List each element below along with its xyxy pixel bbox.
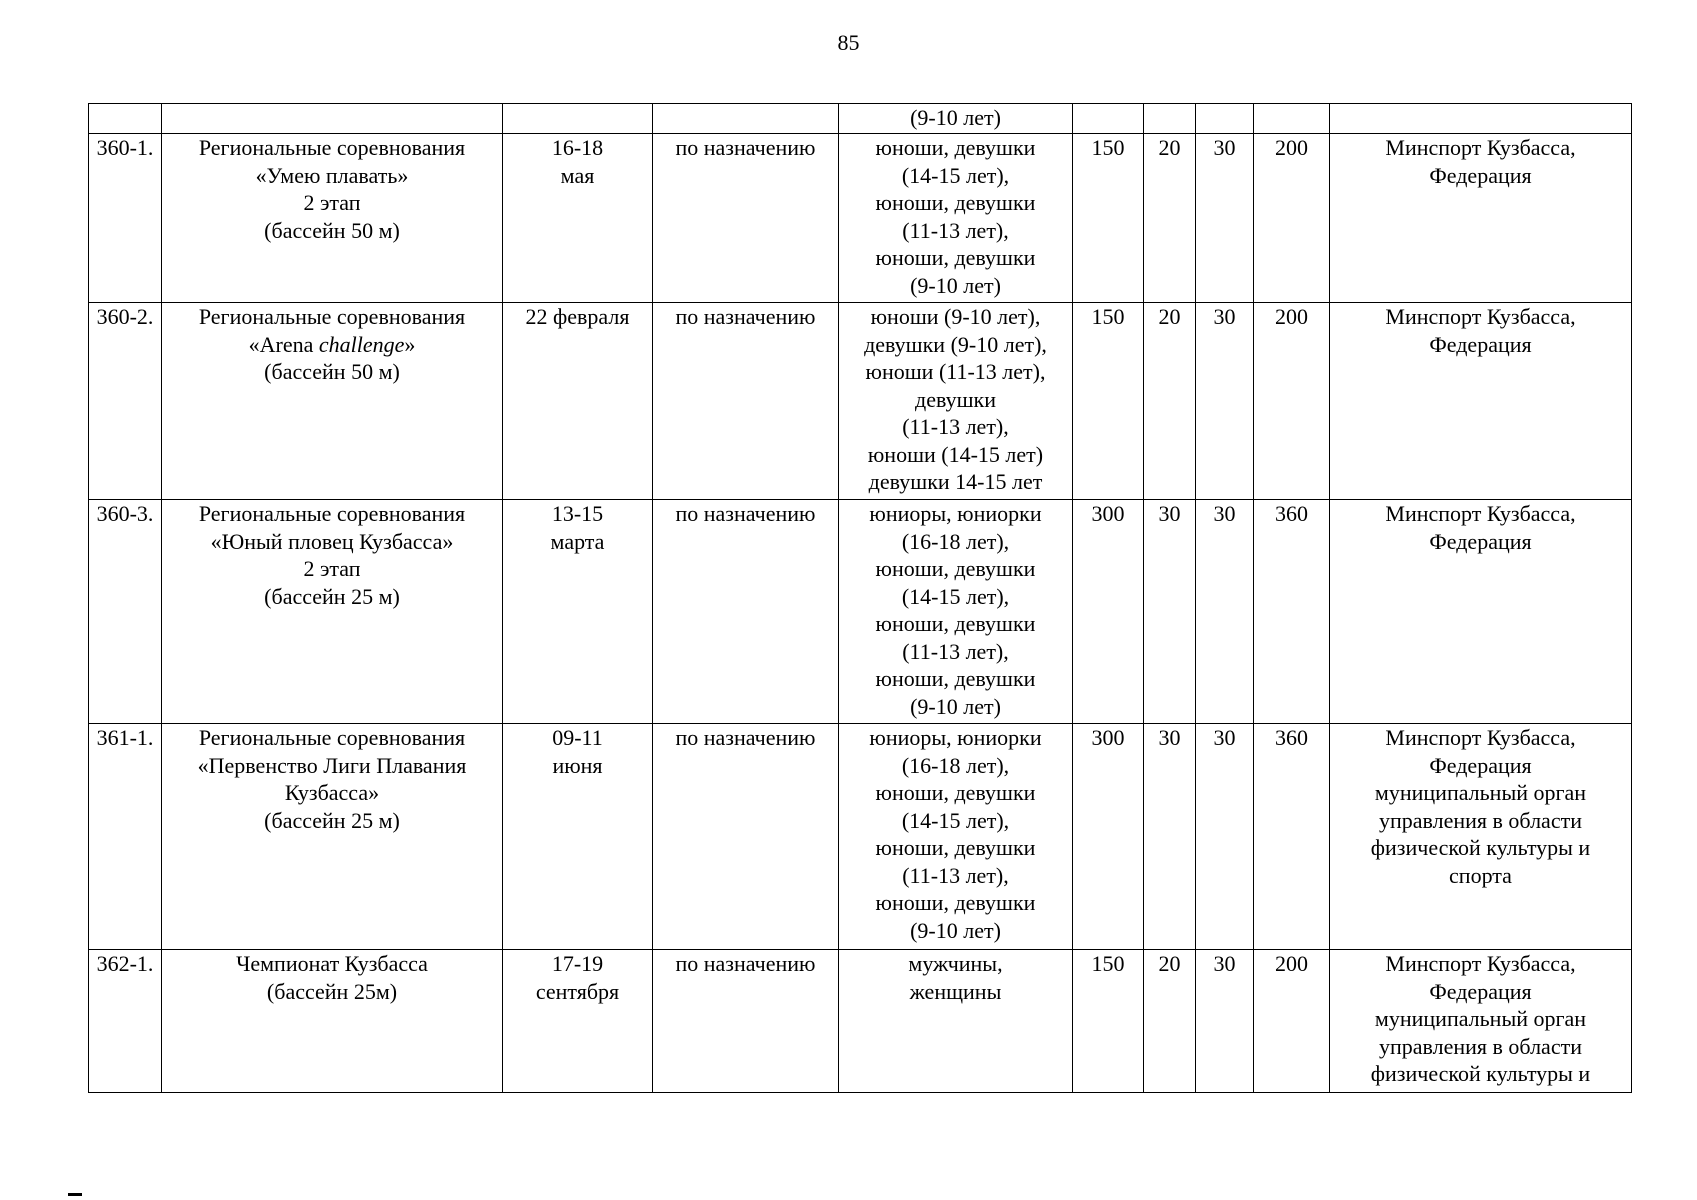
total-count: 200 bbox=[1254, 134, 1330, 303]
event-number: 360-1. bbox=[89, 134, 162, 303]
event-name-title-italic: challenge bbox=[318, 331, 405, 357]
event-name bbox=[162, 303, 503, 500]
event-venue: по назначению bbox=[653, 134, 839, 303]
total-count: 200 bbox=[1254, 950, 1330, 1093]
event-number: 360-2. bbox=[89, 303, 162, 500]
total-count: 360 bbox=[1254, 500, 1330, 724]
staff-count: 30 bbox=[1196, 134, 1254, 303]
event-participants: юниоры, юниорки (16-18 лет), юноши, девушки (14-15 лет), юноши, девушки (11-13 лет), юноши, девушки (9-10 лет) bbox=[839, 500, 1073, 724]
competition-schedule-table bbox=[88, 103, 1632, 1093]
event-venue: по назначению bbox=[653, 500, 839, 724]
judges-count: 30 bbox=[1144, 724, 1196, 950]
event-name: Чемпионат Кузбасса (бассейн 25м) bbox=[162, 950, 503, 1093]
event-organizer: Минспорт Кузбасса, Федерация муниципальный орган управления в области физической культуры и bbox=[1330, 950, 1632, 1093]
event-dates: 22 февраля bbox=[503, 303, 653, 500]
event-name: Региональные соревнования «Умею плавать» 2 этап (бассейн 50 м) bbox=[162, 134, 503, 303]
event-organizer: Минспорт Кузбасса, Федерация bbox=[1330, 134, 1632, 303]
event-number: 360-3. bbox=[89, 500, 162, 724]
judges-count: 20 bbox=[1144, 950, 1196, 1093]
table-row-continuation bbox=[89, 104, 1632, 134]
event-name-title: «Arena bbox=[248, 331, 319, 357]
event-number: 362-1. bbox=[89, 950, 162, 1093]
event-number: 361-1. bbox=[89, 724, 162, 950]
event-name: Региональные соревнования «Юный пловец Кузбасса» 2 этап (бассейн 25 м) bbox=[162, 500, 503, 724]
participants-count: 150 bbox=[1073, 303, 1144, 500]
event-participants: юноши, девушки (14-15 лет), юноши, девушки (11-13 лет), юноши, девушки (9-10 лет) bbox=[839, 134, 1073, 303]
participants-count: 150 bbox=[1073, 134, 1144, 303]
total-count: 360 bbox=[1254, 724, 1330, 950]
table-row bbox=[89, 303, 1632, 500]
event-organizer: Минспорт Кузбасса, Федерация bbox=[1330, 303, 1632, 500]
table-row bbox=[89, 134, 1632, 303]
scan-mark bbox=[68, 1193, 82, 1196]
participants-cell: (9-10 лет) bbox=[839, 104, 1073, 134]
table-row bbox=[89, 500, 1632, 724]
event-organizer: Минспорт Кузбасса, Федерация bbox=[1330, 500, 1632, 724]
staff-count: 30 bbox=[1196, 950, 1254, 1093]
event-venue: по назначению bbox=[653, 724, 839, 950]
table-row bbox=[89, 950, 1632, 1093]
event-dates: 09-11 июня bbox=[503, 724, 653, 950]
participants-count: 300 bbox=[1073, 724, 1144, 950]
staff-count: 30 bbox=[1196, 303, 1254, 500]
event-venue: по назначению bbox=[653, 950, 839, 1093]
participants-count: 300 bbox=[1073, 500, 1144, 724]
participants-count: 150 bbox=[1073, 950, 1144, 1093]
total-count: 200 bbox=[1254, 303, 1330, 500]
judges-count: 30 bbox=[1144, 500, 1196, 724]
table-row bbox=[89, 724, 1632, 950]
event-name-pool: (бассейн 50 м) bbox=[264, 359, 400, 384]
event-dates: 13-15 марта bbox=[503, 500, 653, 724]
event-name-line: Региональные соревнования bbox=[198, 304, 466, 329]
event-name-title-close: » bbox=[404, 331, 416, 357]
event-venue: по назначению bbox=[653, 303, 839, 500]
event-dates: 17-19 сентября bbox=[503, 950, 653, 1093]
judges-count: 20 bbox=[1144, 303, 1196, 500]
event-participants: мужчины, женщины bbox=[839, 950, 1073, 1093]
event-name: Региональные соревнования «Первенство Лиги Плавания Кузбасса» (бассейн 25 м) bbox=[162, 724, 503, 950]
staff-count: 30 bbox=[1196, 724, 1254, 950]
event-participants: юноши (9-10 лет), девушки (9-10 лет), юноши (11-13 лет), девушки (11-13 лет), юноши (14-15 лет) девушки 14-15 лет bbox=[839, 303, 1073, 500]
page-number: 85 bbox=[837, 30, 860, 55]
judges-count: 20 bbox=[1144, 134, 1196, 303]
staff-count: 30 bbox=[1196, 500, 1254, 724]
event-organizer: Минспорт Кузбасса, Федерация муниципальный орган управления в области физической культуры и спорта bbox=[1330, 724, 1632, 950]
event-participants: юниоры, юниорки (16-18 лет), юноши, девушки (14-15 лет), юноши, девушки (11-13 лет), юноши, девушки (9-10 лет) bbox=[839, 724, 1073, 950]
event-dates: 16-18 мая bbox=[503, 134, 653, 303]
